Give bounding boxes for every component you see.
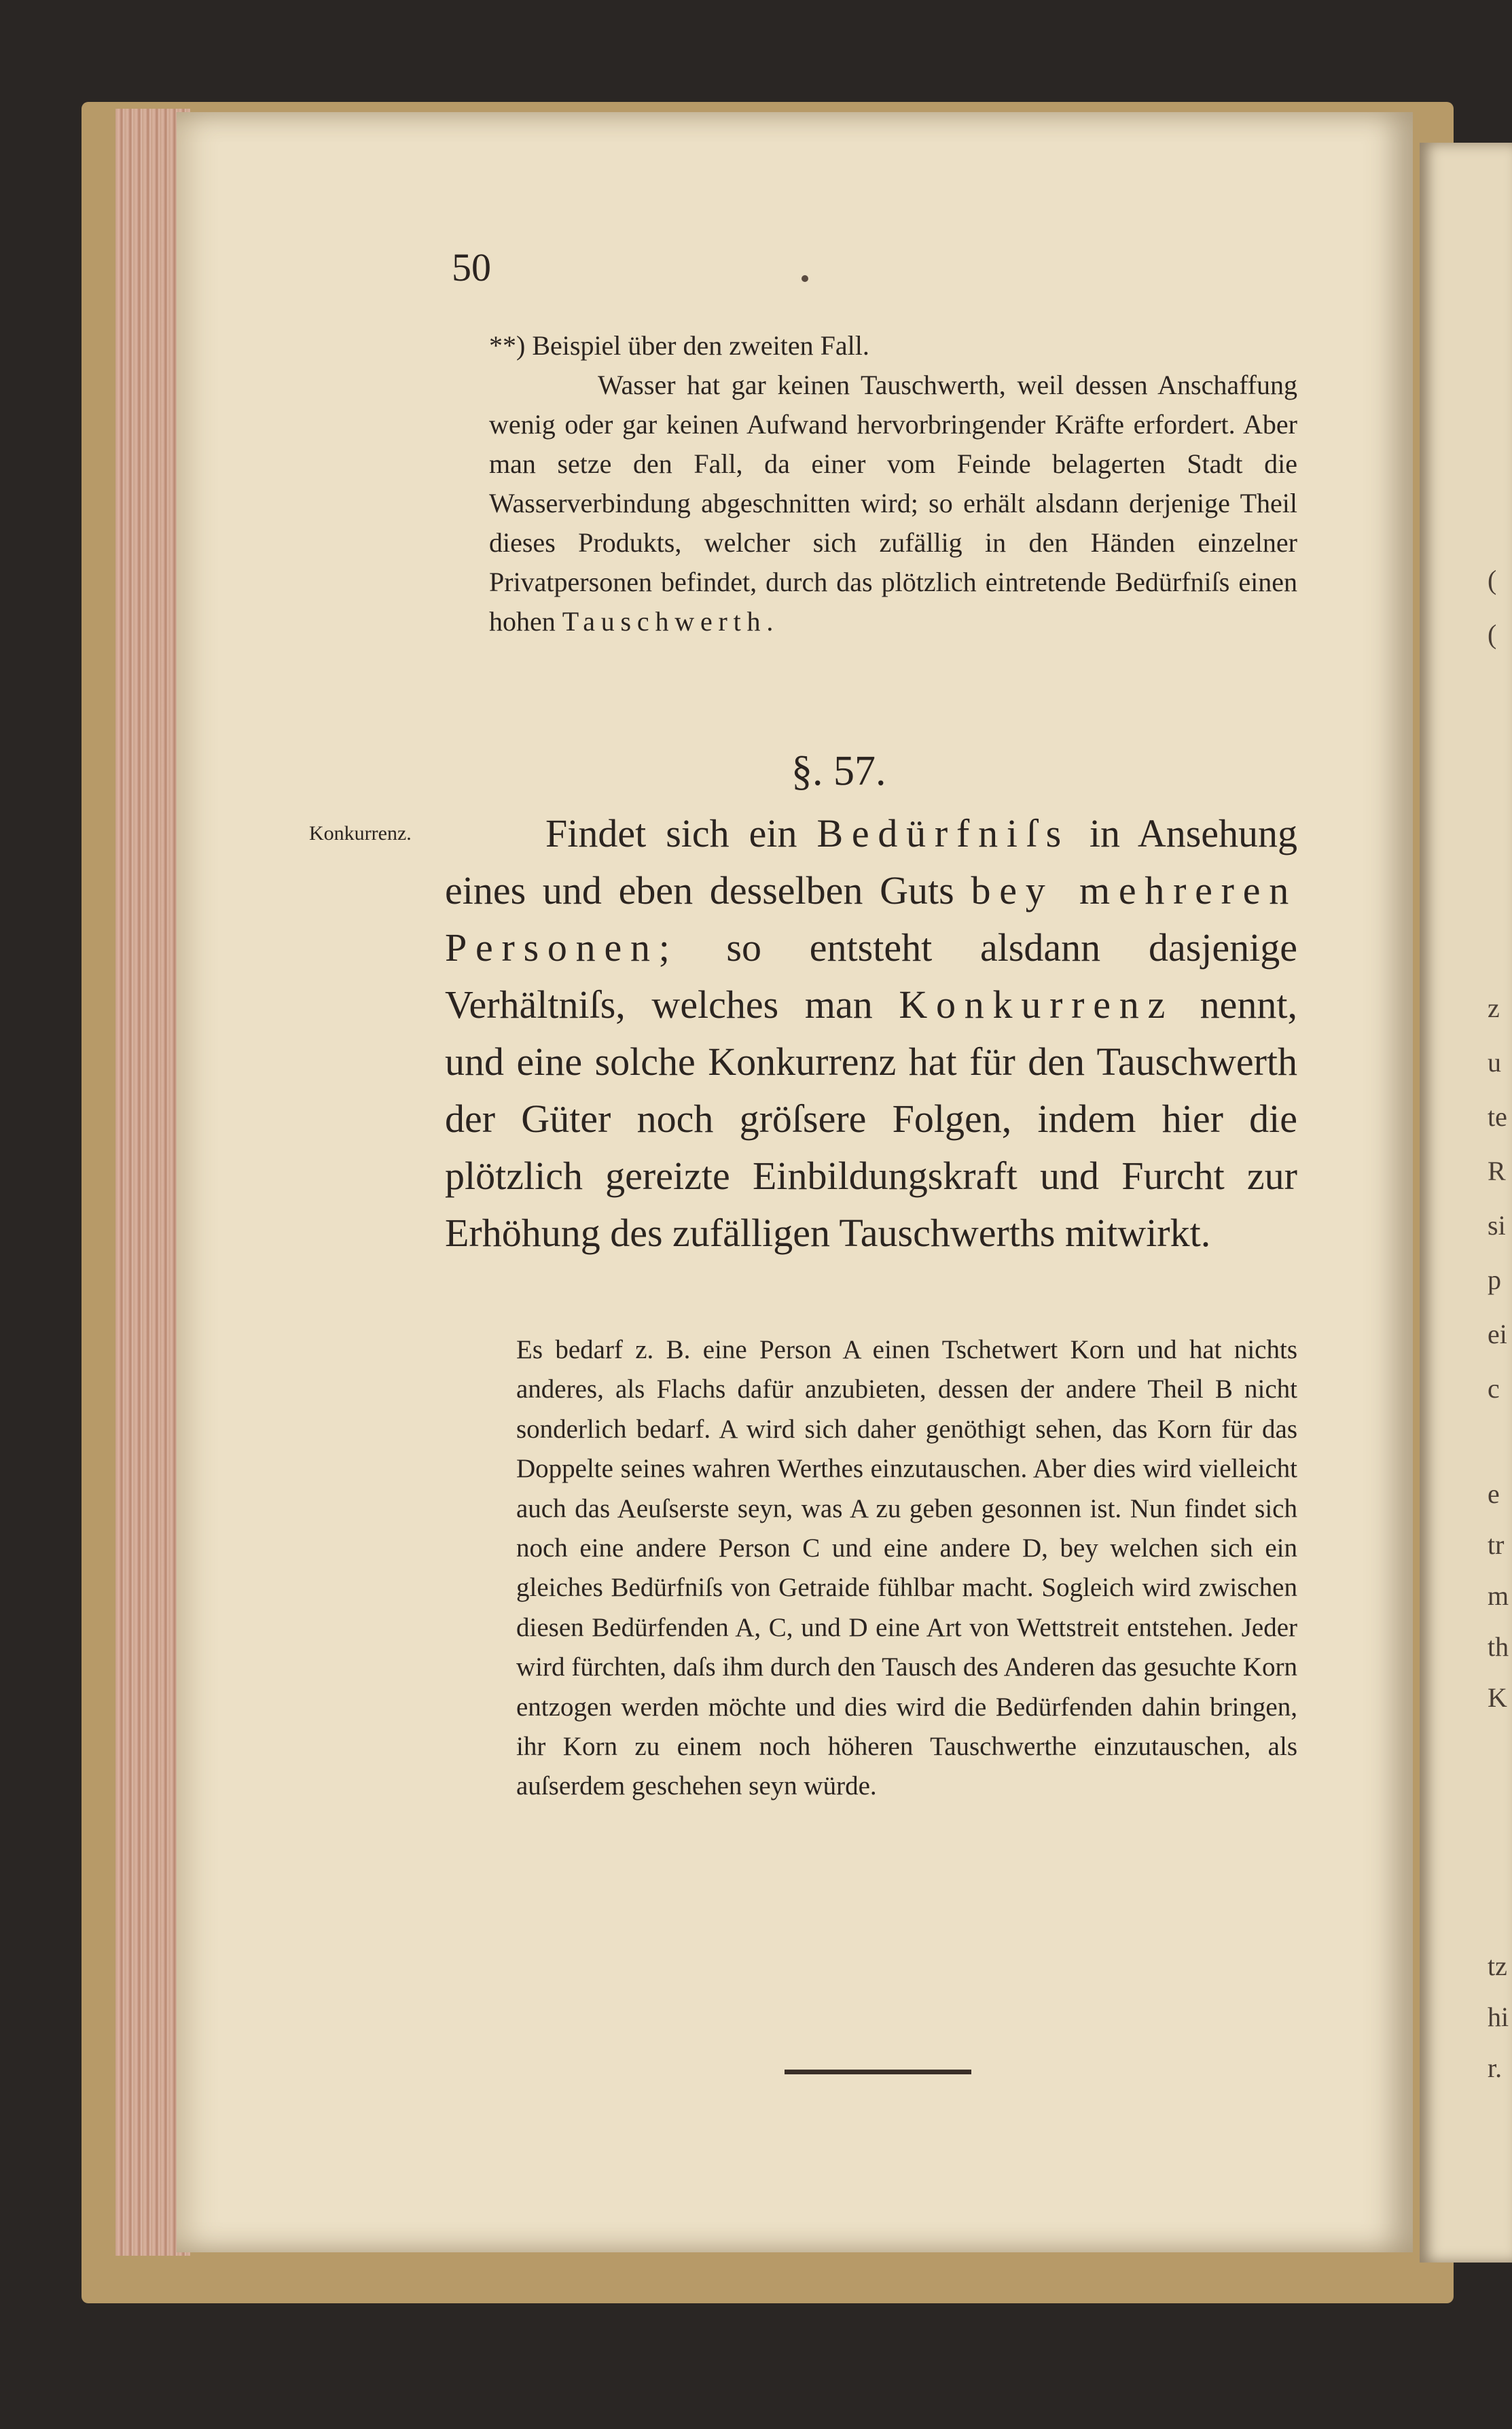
next-page-fragment: si xyxy=(1488,1210,1506,1241)
next-page-fragment: K xyxy=(1488,1682,1507,1713)
next-page-fragment: th xyxy=(1488,1631,1509,1662)
main-text-part: nennt, und eine solche Konkurrenz hat für den Tauschwerth der Güter noch gröſsere Folgen, indem hier die plötzlich gereizte Einbildungskraft und Furcht zur Erhöhung des zufälligen Tauschwerths mitwirkt. xyxy=(445,982,1298,1255)
footnote xyxy=(489,326,1297,641)
next-page-fragment: u xyxy=(1488,1047,1501,1078)
main-text-part: so entsteht alsdann dasjenige Verhältniſs, welches man xyxy=(445,925,1297,1027)
footnote-emphasis: Tauschwerth. xyxy=(562,606,780,637)
next-page-fragment: r. xyxy=(1488,2053,1502,2083)
footnote-text: Wasser hat gar keinen Tauschwerth, weil dessen Anschaffung wenig oder gar keinen Aufwand hervorbringender Kräfte erfordert. Aber man setze den Fall, da einer vom Feinde belagerten Stadt die Wasserverbindung abgeschnitten wird; so erhält alsdann derjenige Theil dieses Produkts, welcher sich zufällig in den Händen einzelner Privatpersonen befindet, durch das plötzlich eintretende Bedürfniſs einen hohen xyxy=(489,370,1297,637)
next-page-edge xyxy=(1420,143,1512,2263)
footnote-marker: **) xyxy=(489,330,526,361)
next-page-fragment: ( xyxy=(1488,619,1497,650)
main-text-part: Findet sich ein xyxy=(545,811,797,855)
margin-note: Konkurrenz. xyxy=(309,822,412,845)
footnote-heading xyxy=(489,326,1297,366)
end-rule xyxy=(785,2070,971,2074)
main-text-emphasis: bey mehreren Personen; xyxy=(445,868,1298,970)
footnote-body xyxy=(489,366,1297,641)
ink-dot xyxy=(802,275,808,282)
next-page-fragment: ei xyxy=(1488,1319,1507,1349)
example-paragraph xyxy=(516,1330,1297,1807)
next-page-fragment: tz xyxy=(1488,1951,1507,1981)
next-page-fragment: R xyxy=(1488,1156,1506,1186)
next-page-fragment: hi xyxy=(1488,2002,1509,2032)
next-page-fragment: p xyxy=(1488,1264,1501,1295)
main-text-part: in Ansehung eines und eben desselben Guts xyxy=(445,811,1298,912)
next-page-fragment: e xyxy=(1488,1478,1500,1509)
main-text-emphasis: Bedürfniſs xyxy=(816,811,1070,855)
main-text-emphasis: Konkurrenz xyxy=(899,982,1174,1027)
section-heading: §. 57. xyxy=(791,748,886,794)
page-number: 50 xyxy=(452,245,491,289)
next-page-fragment: te xyxy=(1488,1101,1507,1132)
next-page-fragment: ( xyxy=(1488,565,1497,595)
example-text: Es bedarf z. B. eine Person A einen Tschetwert Korn und hat nichts anderes, als Flachs dafür anzubieten, dessen der andere Theil B nicht sonderlich bedarf. A wird sich daher genöthigt sehen, das Korn für das Doppelte seines wahren Werthes einzutauschen. Aber dies wird vielleicht auch das Aeuſserste seyn, was A zu geben gesonnen ist. Nun findet sich noch eine andere Person C und eine andere D, bey welchen sich ein gleiches Bedürfniſs von Getraide fühlbar macht. Sogleich wird zwischen diesen Bedürfenden A, C, und D eine Art von Wettstreit entstehen. Jeder wird fürchten, daſs ihm durch den Tausch des Anderen das gesuchte Korn entzogen werden möchte und dies wird die Bedürfenden dahin bringen, ihr Korn zu einem noch höheren Tauschwerthe einzutauschen, als auſserdem geschehen seyn würde. xyxy=(516,1335,1297,1801)
footnote-title: Beispiel über den zweiten Fall. xyxy=(532,330,869,361)
next-page-fragment: z xyxy=(1488,993,1500,1023)
next-page-fragment: c xyxy=(1488,1373,1500,1404)
next-page-fragment: tr xyxy=(1488,1529,1505,1560)
main-paragraph xyxy=(445,805,1297,1262)
next-page-fragment: m xyxy=(1488,1580,1509,1611)
